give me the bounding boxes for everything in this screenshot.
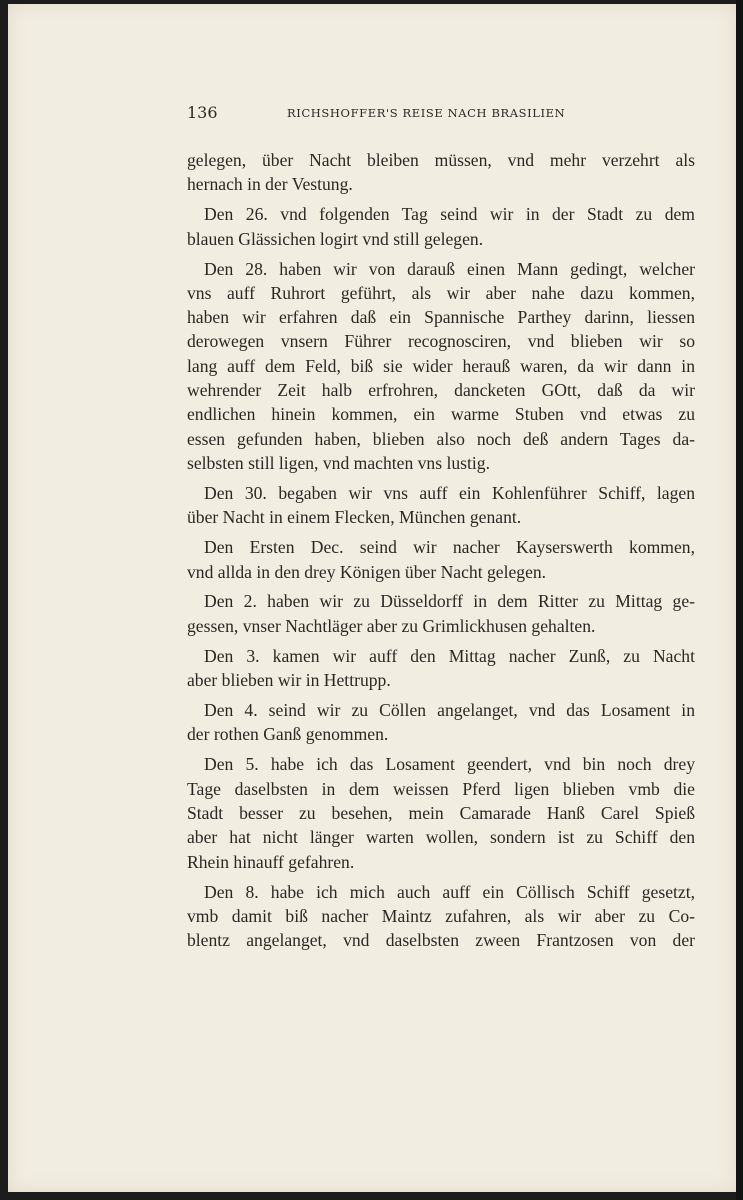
text-line: vns auff Ruhrort geführt, als wir aber nahe dazu kommen, (187, 282, 695, 303)
text-line: haben wir erfahren daß ein Spannische Parthey darinn, liessen (187, 307, 695, 328)
body-text (187, 148, 695, 952)
text-line: Den 28. haben wir von darauß einen Mann gedingt, welcher (204, 258, 695, 279)
text-line: endlichen hinein kommen, ein warme Stuben vnd etwas zu (187, 404, 695, 425)
running-header (187, 103, 687, 125)
text-line: Den Ersten Dec. seind wir nacher Kayserswerth kommen, (204, 537, 695, 558)
page-number: 136 (187, 103, 218, 122)
text-line: derowegen vnsern Führer recognosciren, vnd blieben wir so (187, 331, 695, 352)
text-line: aber blieben wir in Hettrupp. (187, 670, 391, 691)
text-line: blauen Glässichen logirt vnd still gelegen. (187, 228, 484, 249)
text-line: Rhein hinauff gefahren. (187, 851, 355, 872)
text-line: Den 5. habe ich das Losament geendert, vnd bin noch drey (204, 754, 695, 775)
text-line: selbsten still ligen, vnd machten vns lustig. (187, 452, 490, 473)
text-line: Den 26. vnd folgenden Tag seind wir in der Stadt zu dem (204, 204, 695, 225)
text-line: wehrender Zeit halb erfrohren, dancketen GOtt, daß da wir (187, 380, 695, 401)
text-line: Den 2. haben wir zu Düsseldorff in dem Ritter zu Mittag ge- (204, 591, 695, 612)
text-line: gessen, vnser Nachtläger aber zu Grimlickhusen gehalten. (187, 615, 596, 636)
text-line: Den 8. habe ich mich auch auff ein Cöllisch Schiff gesetzt, (204, 881, 695, 902)
text-line: Den 30. begaben wir vns auff ein Kohlenführer Schiff, lagen (204, 482, 695, 503)
text-line: hernach in der Vestung. (187, 174, 353, 195)
text-line: über Nacht in einem Flecken, München genant. (187, 507, 522, 528)
text-line: lang auff dem Feld, biß sie wider herauß waren, da wir dann in (187, 355, 695, 376)
text-line: essen gefunden haben, blieben also noch deß andern Tages da- (187, 428, 695, 449)
page-edge (736, 0, 743, 1200)
text-line: Den 4. seind wir zu Cöllen angelanget, vnd das Losament in (204, 700, 695, 721)
text-line: gelegen, über Nacht bleiben müssen, vnd mehr verzehrt als (187, 150, 695, 170)
text-line: vmb damit biß nacher Maintz zufahren, als wir aber zu Co- (187, 905, 695, 926)
text-line: Tage daselbsten in dem weissen Pferd ligen blieben vmb die (187, 778, 695, 799)
text-line: blentz angelanget, vnd daselbsten zween Frantzosen von der (187, 930, 695, 951)
text-line: Stadt besser zu besehen, mein Camarade Hanß Carel Spieß (187, 802, 695, 823)
text-line: Den 3. kamen wir auff den Mittag nacher Zunß, zu Nacht (204, 645, 695, 666)
text-line: vnd allda in den drey Königen über Nacht gelegen. (187, 561, 547, 582)
text-line: aber hat nicht länger warten wollen, sondern ist zu Schiff den (187, 827, 695, 848)
running-title: RICHSHOFFER'S REISE NACH BRASILIEN (287, 106, 566, 120)
text-line: der rothen Ganß genommen. (187, 724, 389, 745)
